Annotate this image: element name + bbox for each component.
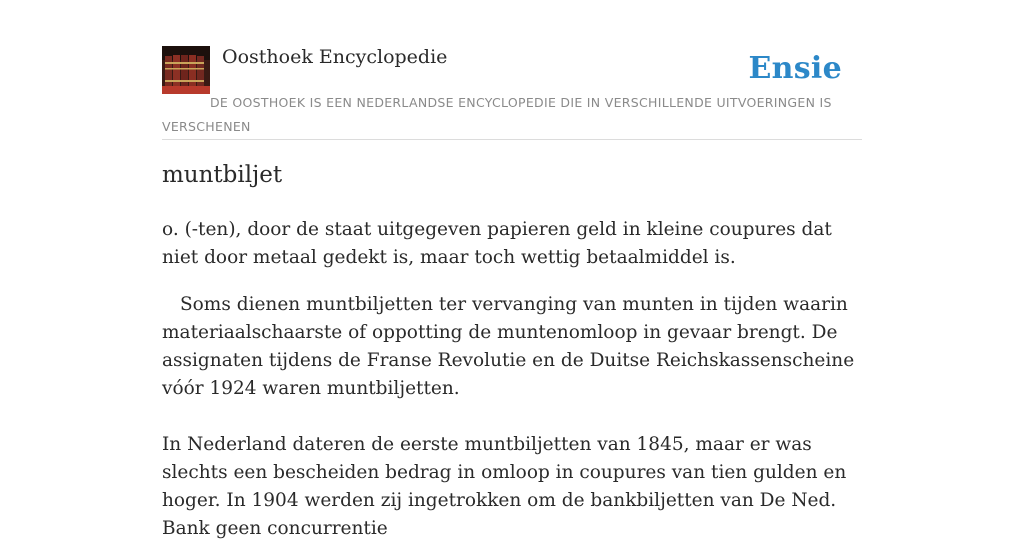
article-paragraph: o. (-ten), door de staat uitgegeven papieren geld in kleine coupures dat niet door metaal gedekt is, maar toch wettig betaalmiddel is. — [162, 219, 832, 268]
brand-logo[interactable]: Ensie — [748, 51, 842, 86]
article-paragraph: In Nederland dateren de eerste muntbiljetten van 1845, maar er was slechts een bescheiden bedrag in omloop in coupures van tien gulden en hoger. In 1904 werden zij ingetrokken om de bankbiljetten van De Ned. Bank geen concurrentie — [162, 434, 847, 539]
article-headword: muntbiljet — [162, 162, 283, 188]
article-paragraph: Soms dienen muntbiljetten ter vervanging van munten in tijden waarin materiaalschaarste of oppotting de muntenomloop in gevaar brengt. De assignaten tijdens de Franse Revolutie en de Duitse Reichskassenscheine vóór 1924 waren muntbiljetten. — [162, 294, 855, 399]
book-spines-icon — [162, 46, 210, 94]
header-divider — [162, 139, 862, 140]
site-avatar[interactable] — [162, 46, 210, 94]
site-title[interactable]: Oosthoek Encyclopedie — [222, 46, 448, 68]
site-tagline: DE OOSTHOEK IS EEN NEDERLANDSE ENCYCLOPEDIE DIE IN VERSCHILLENDE UITVOERINGEN IS VERSCHENEN — [162, 95, 832, 134]
article-body — [162, 216, 862, 543]
